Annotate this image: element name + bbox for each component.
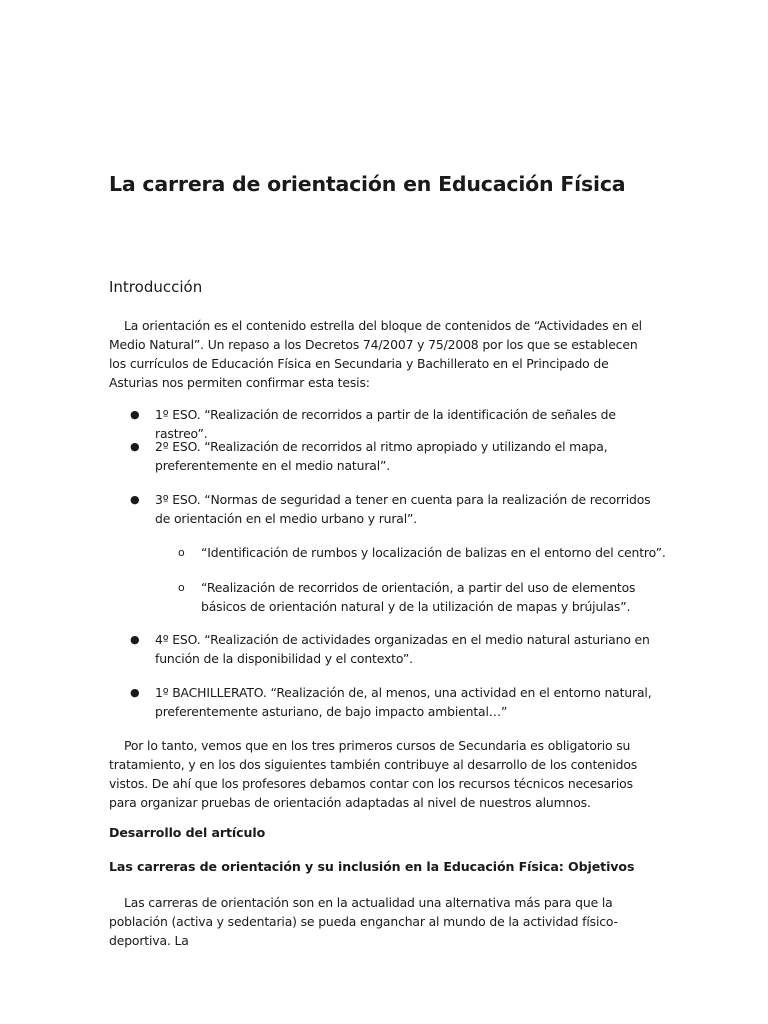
list-item-text: 2º ESO. “Realización de recorridos al ritmo apropiado y utilizando el mapa, preferentemente en el medio natural”. <box>155 439 608 473</box>
intro-paragraph: La orientación es el contenido estrella del bloque de contenidos de “Actividades en el Medio Natural”. Un repaso a los Decretos 74/2007 y 75/2008 por los que se establecen los currículos de Educación Física en Secundaria y Bachillerato en el Principado de Asturias nos permiten confirmar esta tesis: <box>109 318 642 390</box>
intro-heading: Introducción <box>109 278 203 296</box>
objectives-heading: Las carreras de orientación y su inclusión en la Educación Física: Objetivos <box>109 859 635 874</box>
bullet-marker: ● <box>130 440 140 453</box>
sub-bullet-marker: o <box>178 581 185 594</box>
list-item-text: 3º ESO. “Normas de seguridad a tener en cuenta para la realización de recorridos de orientación en el medio urbano y rural”. <box>155 492 651 526</box>
sub-list-item-text: “Identificación de rumbos y localización de balizas en el entorno del centro”. <box>201 545 666 560</box>
bullet-marker: ● <box>130 686 140 699</box>
objectives-paragraph: Las carreras de orientación son en la actualidad una alternativa más para que la población (activa y sedentaria) se pueda enganchar al mundo de la actividad físico-deportiva. La <box>109 895 618 948</box>
sub-list-item-text: “Realización de recorridos de orientación, a partir del uso de elementos básicos de orientación natural y de la utilización de mapas y brújulas”. <box>201 580 636 614</box>
bullet-marker: ● <box>130 633 140 646</box>
bullet-marker: ● <box>130 493 140 506</box>
document-title: La carrera de orientación en Educación Física <box>109 172 626 196</box>
sub-bullet-marker: o <box>178 546 185 559</box>
bullet-marker: ● <box>130 408 140 421</box>
conclusion-paragraph: Por lo tanto, vemos que en los tres primeros cursos de Secundaria es obligatorio su tratamiento, y en los dos siguientes también contribuye al desarrollo de los contenidos vistos. De ahí que los profesores debamos contar con los recursos técnicos necesarios para organizar pruebas de orientación adaptadas al nivel de nuestros alumnos. <box>109 738 638 810</box>
development-heading: Desarrollo del artículo <box>109 825 266 840</box>
list-item-text: 1º ESO. “Realización de recorridos a partir de la identificación de señales de rastreo”. <box>155 407 616 441</box>
list-item-text: 4º ESO. “Realización de actividades organizadas en el medio natural asturiano en función de la disponibilidad y el contexto”. <box>155 632 650 666</box>
list-item-text: 1º BACHILLERATO. “Realización de, al menos, una actividad en el entorno natural, preferentemente asturiano, de bajo impacto ambiental…” <box>155 685 652 719</box>
